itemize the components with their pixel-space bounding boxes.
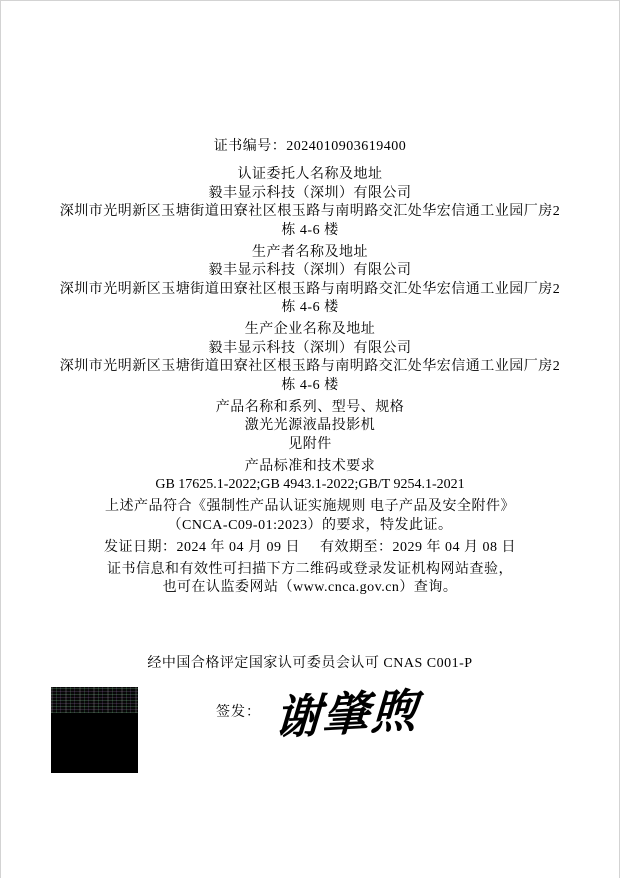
manufacturer-address-line-2: 栋 4-6 楼 xyxy=(281,377,339,393)
certificate-content xyxy=(11,138,609,598)
section-product-title: 产品名称和系列、型号、规格 xyxy=(215,399,405,415)
signature-handwriting: 谢肇煦 xyxy=(273,685,421,744)
manufacturer-address-line-1: 深圳市光明新区玉塘街道田寮社区根玉路与南明路交汇处华宏信通工业园厂房2 xyxy=(59,359,561,374)
product-name: 激光光源液晶投影机 xyxy=(244,418,376,433)
accreditation-line: 经中国合格评定国家认可委员会认可 CNAS C001-P xyxy=(147,656,473,671)
verification-note-line-1: 证书信息和有效性可扫描下方二维码或登录发证机构网站查验， xyxy=(107,561,513,577)
issue-date-label: 发证日期： xyxy=(104,539,177,555)
section-applicant-title: 认证委托人名称及地址 xyxy=(237,167,383,182)
product-see-attachment: 见附件 xyxy=(288,436,332,452)
certificate-number-line xyxy=(11,138,609,157)
section-standards-title: 产品标准和技术要求 xyxy=(244,458,376,474)
producer-company-name: 毅丰显示科技（深圳）有限公司 xyxy=(208,263,412,278)
verification-note-line-2: 也可在认监委网站（www.cnca.gov.cn）查询。 xyxy=(162,580,458,595)
valid-until-value: 2029 年 04 月 08 日 xyxy=(392,539,516,555)
manufacturer-company-name: 毅丰显示科技（深圳）有限公司 xyxy=(208,340,412,356)
certificate-number-label: 证书编号： xyxy=(213,139,287,154)
producer-address-line-2: 栋 4-6 楼 xyxy=(281,300,339,315)
section-producer xyxy=(11,244,609,318)
dates-line xyxy=(11,539,609,558)
compliance-statement-line-1: 上述产品符合《强制性产品认证实施规则 电子产品及安全附件》 xyxy=(105,499,515,514)
issue-date-value: 2024 年 04 月 09 日 xyxy=(176,539,300,555)
valid-until-label: 有效期至： xyxy=(320,539,393,555)
applicant-company-name: 毅丰显示科技（深圳）有限公司 xyxy=(208,185,412,201)
section-producer-title: 生产者名称及地址 xyxy=(252,244,368,260)
section-product xyxy=(11,399,609,455)
section-standards xyxy=(11,458,609,495)
compliance-statement-line-2: （CNCA-C09-01:2023）的要求，特发此证。 xyxy=(167,517,453,533)
section-manufacturer xyxy=(11,321,609,395)
certificate-number: 2024010903619400 xyxy=(286,139,407,154)
qr-code-noise-band xyxy=(51,687,138,713)
applicant-address-line-1: 深圳市光明新区玉塘街道田寮社区根玉路与南明路交汇处华宏信通工业园厂房2 xyxy=(59,204,561,219)
standards-list: GB 17625.1-2022;GB 4943.1-2022;GB/T 9254.1-2021 xyxy=(155,477,465,492)
compliance-statement xyxy=(11,498,609,535)
section-manufacturer-title: 生产企业名称及地址 xyxy=(244,322,376,337)
section-applicant xyxy=(11,166,609,240)
producer-address-line-1: 深圳市光明新区玉塘街道田寮社区根玉路与南明路交汇处华宏信通工业园厂房2 xyxy=(59,281,561,297)
signature-row xyxy=(216,673,419,749)
qr-code-image xyxy=(51,687,138,773)
signature-label: 签发： xyxy=(216,705,261,720)
applicant-address-line-2: 栋 4-6 楼 xyxy=(281,222,339,238)
verification-note xyxy=(11,561,609,598)
